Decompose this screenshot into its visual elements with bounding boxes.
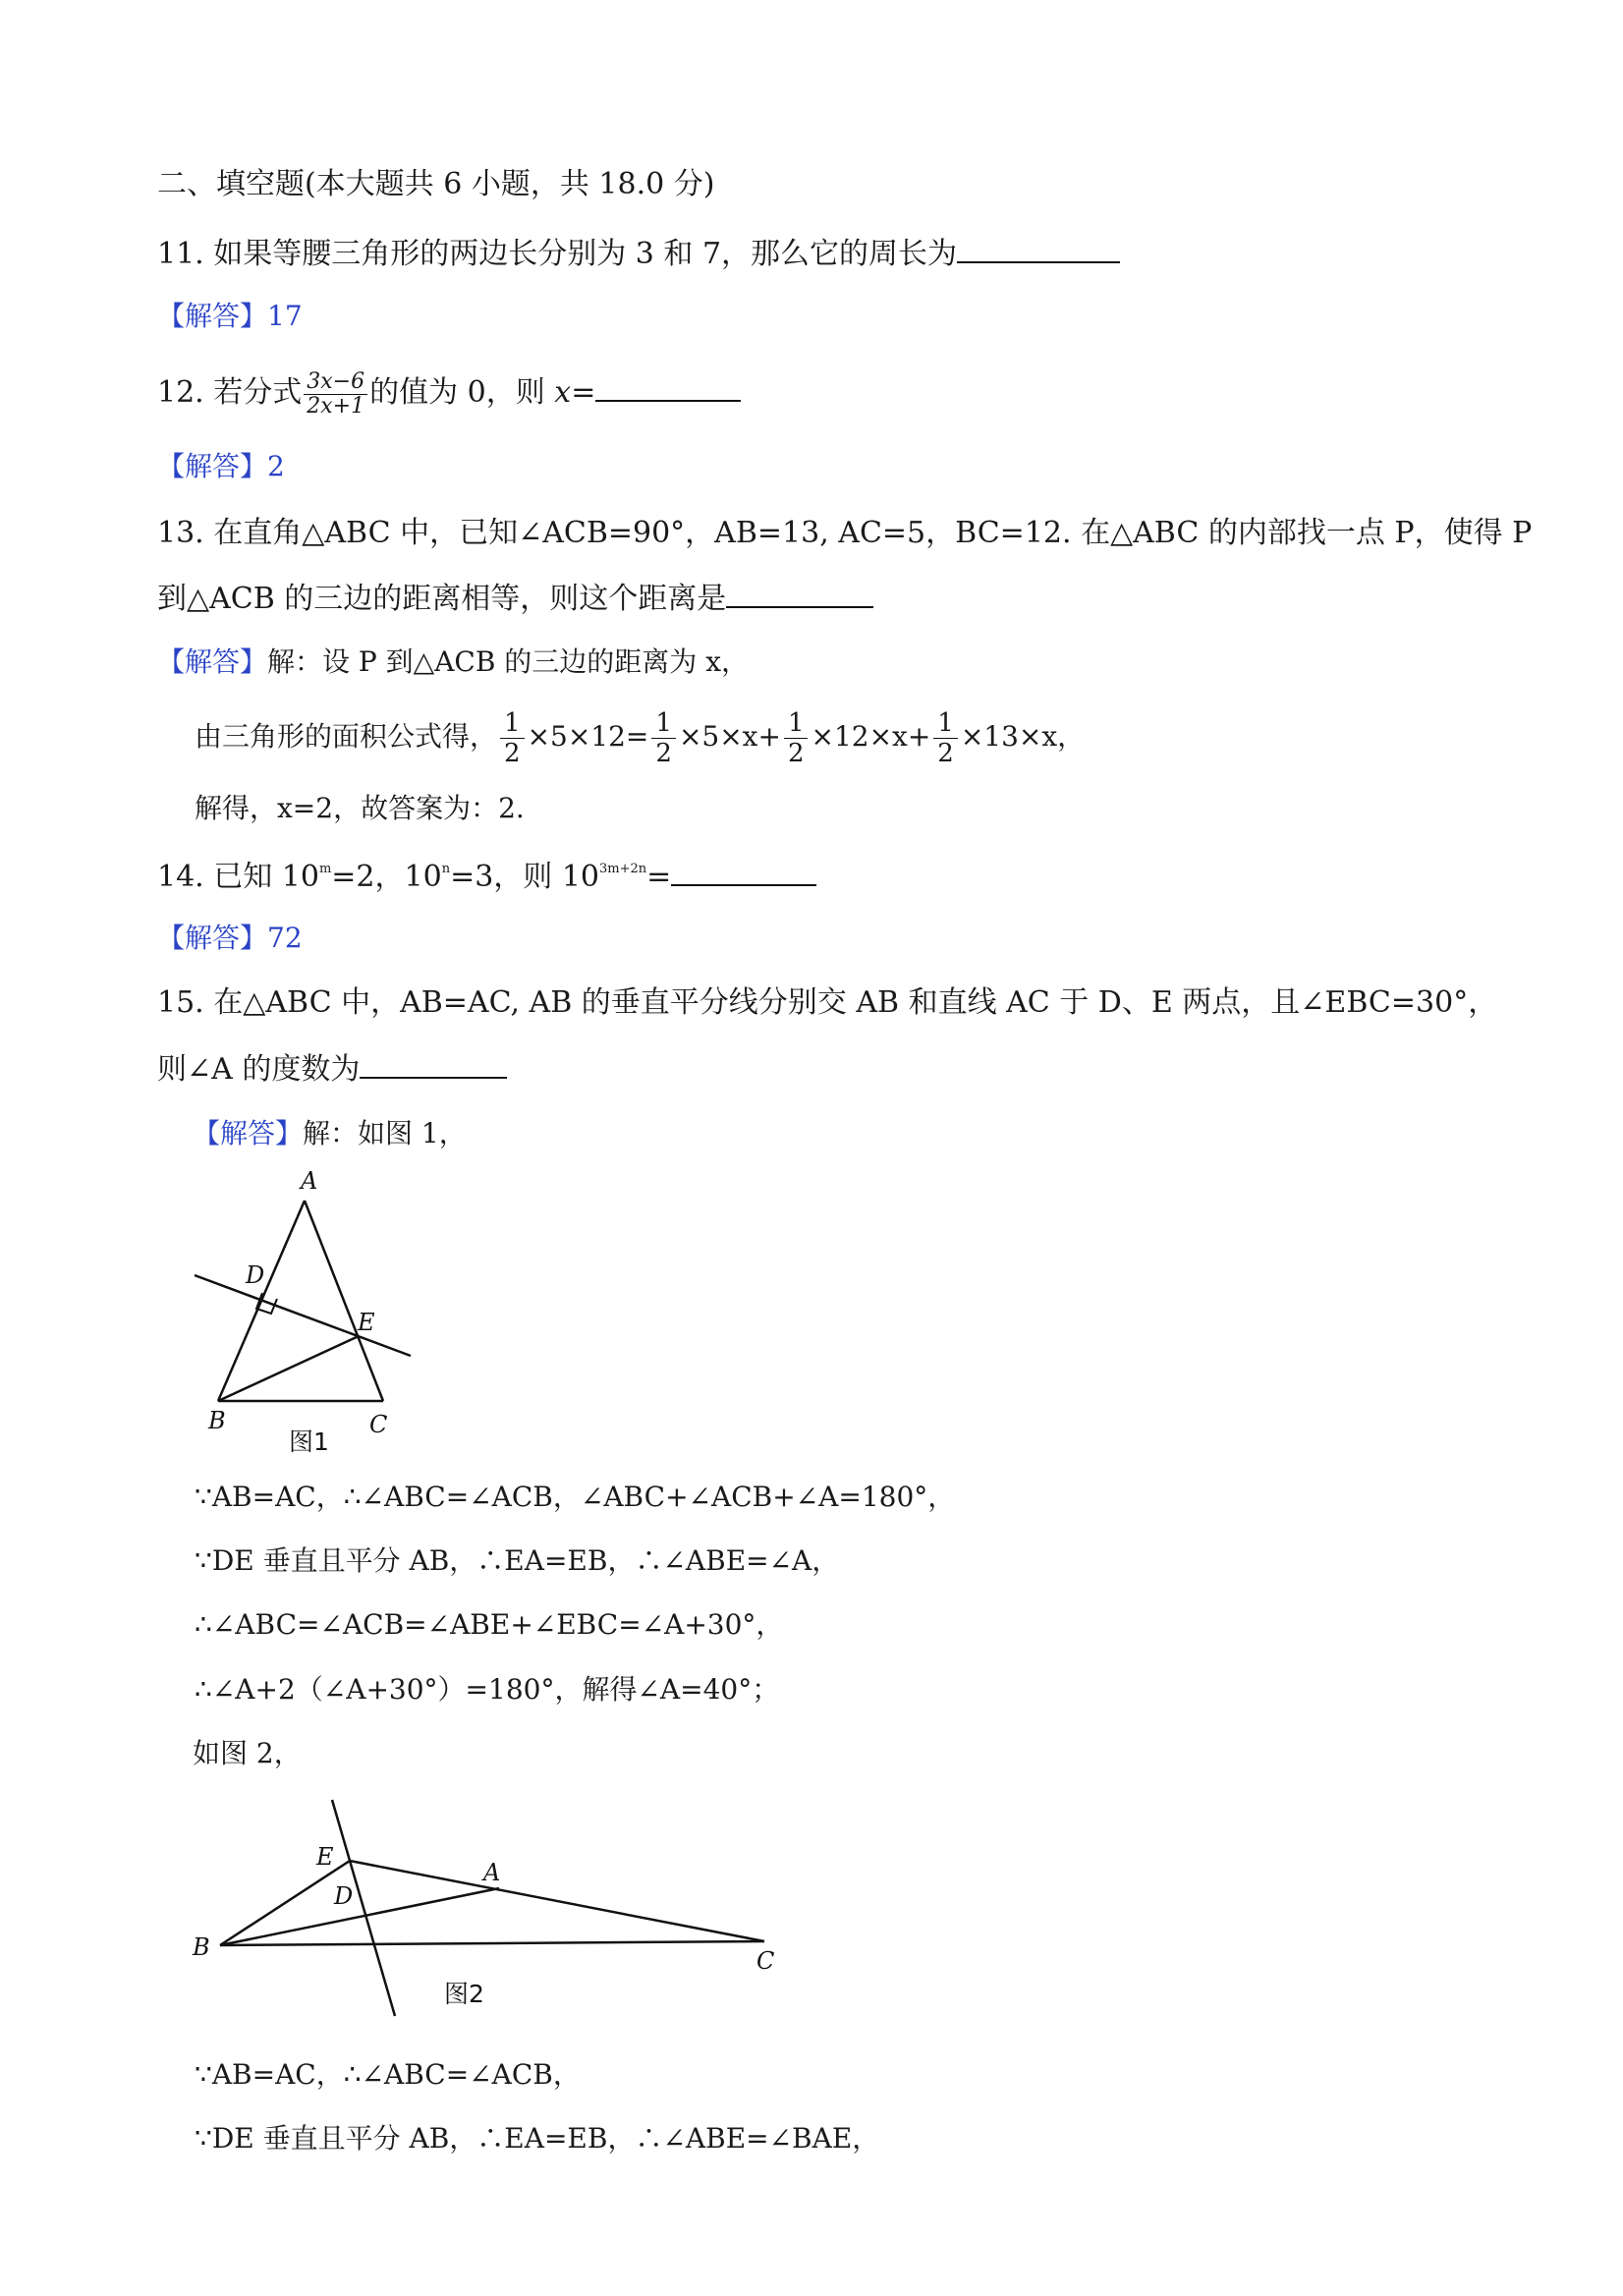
- fraction-numerator: 1: [933, 708, 958, 739]
- fraction-numerator: 3x−6: [304, 370, 367, 395]
- equals-sign: =: [646, 860, 672, 894]
- half-fraction: [500, 708, 525, 768]
- solution-15-step5: ∵AB=AC，∴∠ABC=∠ACB，: [195, 2058, 581, 2091]
- question-11: [157, 232, 1120, 274]
- question-14-prefix: 14. 已知 10: [157, 860, 319, 894]
- answer-tag: 【解答】: [157, 300, 268, 332]
- question-15-text: 则∠A 的度数为: [157, 1052, 361, 1087]
- label-c: C: [756, 1947, 775, 1975]
- question-12-prefix: 12. 若分式: [157, 375, 303, 410]
- segment-ac: [305, 1201, 383, 1401]
- half-fraction: [784, 708, 809, 768]
- fraction-denominator: 2: [787, 739, 805, 768]
- question-15-line2: [157, 1047, 507, 1090]
- answer-tag: 【解答】: [157, 922, 268, 954]
- fraction-denominator: 2: [504, 739, 521, 768]
- fraction-denominator: 2: [937, 739, 954, 768]
- fraction-numerator: 1: [651, 708, 676, 739]
- label-b: B: [208, 1407, 226, 1434]
- solution-13-line3: 解得，x=2，故答案为：2.: [195, 792, 525, 824]
- label-a: A: [301, 1167, 318, 1195]
- solution-15-step1: ∵AB=AC，∴∠ABC=∠ACB，∠ABC+∠ACB+∠A=180°，: [195, 1481, 956, 1513]
- fraction-numerator: 1: [500, 708, 525, 739]
- question-14: [157, 855, 816, 897]
- section-title: 二、填空题(本大题共 6 小题，共 18.0 分): [157, 167, 715, 201]
- answer-blank: [726, 577, 873, 608]
- figure-2-caption: 图2: [444, 1980, 484, 2008]
- question-14-mid2: =3，则 10: [450, 860, 600, 894]
- answer-tag: 【解答】: [157, 450, 268, 482]
- term-4: ×13×x，: [960, 720, 1086, 753]
- segment-bc: [220, 1941, 764, 1945]
- fraction-denominator: 2x+1: [307, 393, 365, 419]
- label-d: D: [246, 1261, 265, 1289]
- answer-tag: 【解答】: [157, 645, 268, 678]
- perpendicular-bisector-line: [195, 1275, 411, 1356]
- solution-15-step2: ∵DE 垂直且平分 AB，∴EA=EB，∴∠ABE=∠A，: [195, 1544, 840, 1577]
- term-1: ×5×12=: [527, 720, 649, 753]
- half-fraction: [933, 708, 958, 768]
- solution-15-step6: ∵DE 垂直且平分 AB，∴EA=EB，∴∠ABE=∠BAE，: [195, 2122, 880, 2155]
- question-15-line1: 15. 在△ABC 中，AB=AC, AB 的垂直平分线分别交 AB 和直线 AC 于 D、E 两点，且∠EBC=30°，: [157, 985, 1498, 1020]
- fraction-denominator: 2: [655, 739, 672, 768]
- figure-2: [187, 1788, 796, 2034]
- exponent-n: n: [441, 862, 451, 876]
- label-e: E: [358, 1309, 375, 1336]
- variable-x: x: [554, 375, 572, 410]
- question-11-text: 11. 如果等腰三角形的两边长分别为 3 和 7，那么它的周长为: [157, 237, 958, 271]
- half-fraction: [651, 708, 676, 768]
- question-13-line2: [157, 577, 873, 619]
- answer-11-value: 17: [267, 300, 303, 332]
- answer-blank: [671, 855, 816, 886]
- label-b: B: [193, 1933, 210, 1961]
- figure-1: [187, 1149, 422, 1464]
- figure-2-intro: 如图 2，: [193, 1737, 302, 1769]
- answer-14-value: 72: [267, 922, 303, 954]
- question-13-line1: 13. 在直角△ABC 中，已知∠ACB=90°，AB=13, AC=5，BC=12. 在△ABC 的内部找一点 P，使得 P: [157, 516, 1533, 550]
- answer-blank: [595, 370, 741, 402]
- answer-14: [157, 919, 303, 958]
- answer-tag: 【解答】: [193, 1117, 304, 1149]
- solution-13-line1: [157, 643, 749, 682]
- answer-blank: [360, 1047, 507, 1079]
- segment-be: [218, 1336, 359, 1401]
- answer-11: [157, 297, 303, 336]
- solution-13-line2: [195, 705, 1085, 768]
- exponent-m: m: [318, 862, 332, 876]
- term-2: ×5×x+: [678, 720, 781, 753]
- solution-13-text: 解：设 P 到△ACB 的三边的距离为 x，: [267, 645, 750, 678]
- solution-15-intro: [193, 1114, 467, 1153]
- exponent-3m2n: 3m+2n: [599, 862, 647, 876]
- area-formula-intro: 由三角形的面积公式得，: [195, 720, 498, 753]
- solution-15-step4: ∴∠A+2（∠A+30°）=180°，解得∠A=40°；: [195, 1673, 780, 1706]
- answer-12-value: 2: [267, 450, 285, 482]
- answer-12: [157, 447, 285, 486]
- question-12: [157, 365, 741, 420]
- answer-blank: [957, 232, 1120, 263]
- label-d: D: [334, 1882, 354, 1910]
- term-3: ×12×x+: [811, 720, 931, 753]
- fraction: [304, 370, 367, 419]
- solution-15-intro-text: 解：如图 1，: [303, 1117, 467, 1149]
- question-12-suffix: 的值为 0，则: [369, 375, 555, 410]
- solution-15-step3: ∴∠ABC=∠ACB=∠ABE+∠EBC=∠A+30°，: [195, 1608, 784, 1641]
- segment-ec: [350, 1861, 764, 1941]
- figure-1-caption: 图1: [289, 1428, 329, 1456]
- question-14-mid1: =2，10: [331, 860, 442, 894]
- fraction-numerator: 1: [784, 708, 809, 739]
- label-c: C: [369, 1411, 388, 1438]
- label-a: A: [483, 1859, 501, 1886]
- label-e: E: [316, 1843, 334, 1871]
- equals-sign: =: [571, 375, 596, 410]
- question-13-text: 到△ACB 的三边的距离相等，则这个距离是: [157, 582, 727, 616]
